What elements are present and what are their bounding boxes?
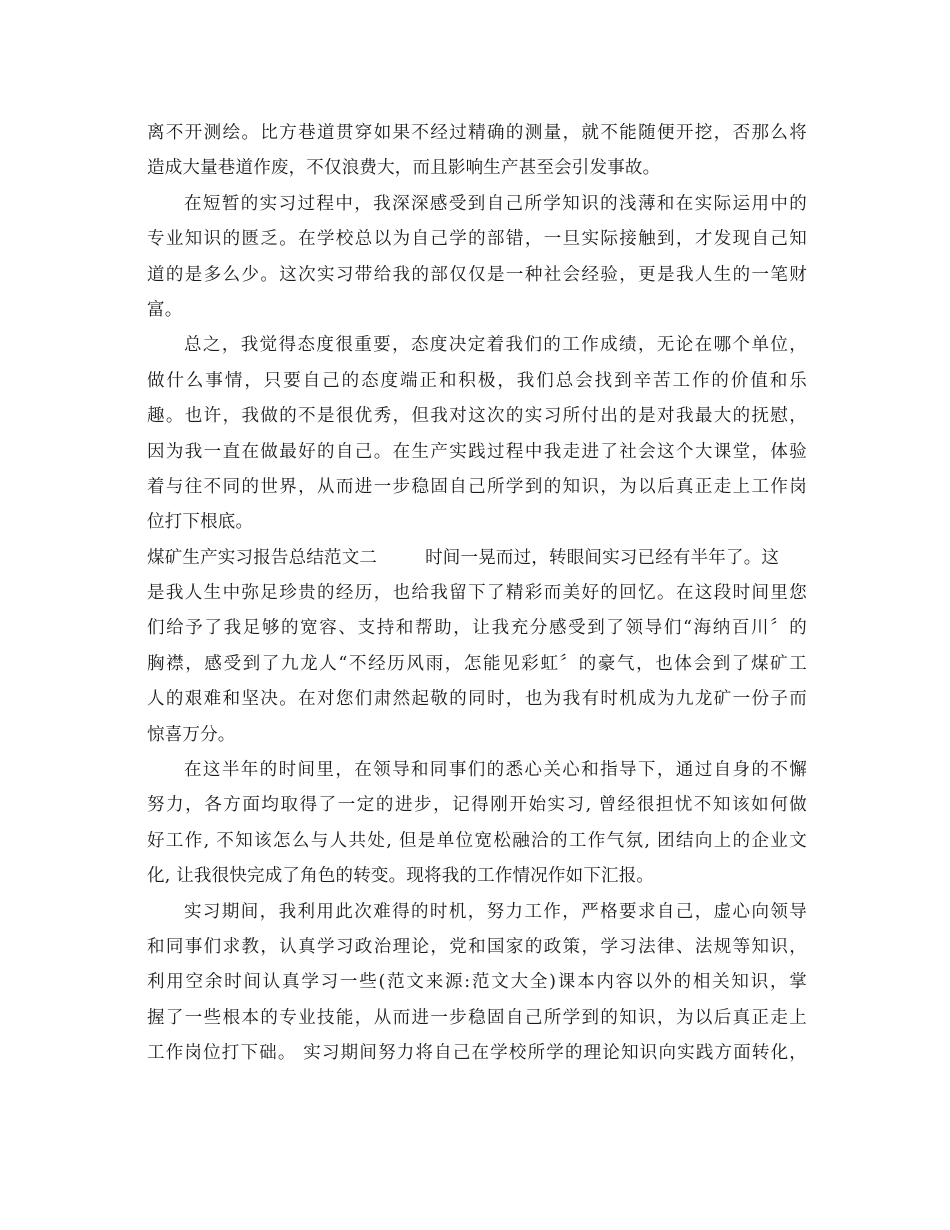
paragraph-line: 实习期间，我利用此次难得的时机，努力工作，严格要求自己，虚心向领导: [184, 901, 807, 922]
paragraph-line: 化, 让我很快完成了角色的转变。现将我的工作情况作如下汇报。: [147, 866, 655, 887]
paragraph-line: 位打下根底。: [147, 512, 254, 533]
section-title-line: [147, 541, 807, 576]
paragraph-line: 趣。也许，我做的不是很优秀，但我对这次的实习所付出的是对我最大的抚慰，: [147, 406, 807, 427]
paragraph-line: 离不开测绘。比方巷道贯穿如果不经过精确的测量，就不能随便开挖，否那么将: [147, 123, 807, 143]
paragraph-line: 富。: [147, 299, 183, 320]
paragraph-line: 工作岗位打下础。 实习期间努力将自己在学校所学的理论知识向实践方面转化，: [147, 1043, 807, 1064]
paragraph-line: 握了一些根本的专业技能，从而进一步稳固自己所学到的知识，为以后真正走上: [147, 1007, 807, 1028]
paragraph-line: 好工作, 不知该怎么与人共处, 但是单位宽松融洽的工作气氛, 团结向上的企业文: [147, 830, 807, 851]
paragraph-line: 在这半年的时间里，在领导和同事们的悉心关心和指导下，通过自身的不懈: [184, 760, 807, 781]
section-title: 煤矿生产实习报告总结范文二: [147, 547, 378, 568]
paragraph-line: 们给予了我足够的宽容、支持和帮助，让我充分感受到了领导们“海纳百川〞的: [147, 618, 807, 639]
paragraph-line: 造成大量巷道作废，不仅浪费大，而且影响生产甚至会引发事故。: [147, 158, 661, 179]
paragraph-line: 和同事们求教，认真学习政治理论，党和国家的政策，学习法律、法规等知识，: [147, 936, 807, 957]
paragraph-line: 做什么事情，只要自己的态度端正和积极，我们总会找到辛苦工作的价值和乐: [147, 370, 807, 391]
paragraph-line: 惊喜万分。: [147, 724, 236, 745]
paragraph-line: 努力，各方面均取得了一定的进步，记得刚开始实习, 曾经很担忧不知该如何做: [147, 795, 807, 816]
document-body: [147, 116, 807, 1072]
paragraph-line: 总之，我觉得态度很重要，态度决定着我们的工作成绩，无论在哪个单位，: [184, 335, 807, 356]
paragraph-line: 专业知识的匮乏。在学校总以为自己学的部错，一旦实际接触到，才发现自己知: [147, 229, 807, 250]
paragraph-line: 着与往不同的世界，从而进一步稳固自己所学到的知识，为以后真正走上工作岗: [147, 476, 807, 497]
paragraph-line: 利用空余时间认真学习一些(范文来源:范文大全)课本内容以外的相关知识，掌: [147, 972, 807, 993]
paragraph-line: 因为我一直在做最好的自己。在生产实践过程中我走进了社会这个大课堂，体验: [147, 441, 807, 462]
paragraph-text: 时间一晃而过，转眼间实习已经有半年了。这: [425, 547, 780, 568]
paragraph-line: 胸襟，感受到了九龙人“不经历风雨，怎能见彩虹〞的豪气，也体会到了煤矿工: [147, 653, 807, 674]
paragraph-line: 在短暂的实习过程中，我深深感受到自己所学知识的浅薄和在实际运用中的: [184, 193, 807, 214]
paragraph-line: 是我人生中弥足珍贵的经历，也给我留下了精彩而美好的回忆。在这段时间里您: [147, 583, 807, 604]
paragraph-line: 人的艰难和坚决。在对您们肃然起敬的同时，也为我有时机成为九龙矿一份子而: [147, 689, 807, 710]
paragraph-line: 道的是多么少。这次实习带给我的部仅仅是一种社会经验，更是我人生的一笔财: [147, 264, 807, 285]
